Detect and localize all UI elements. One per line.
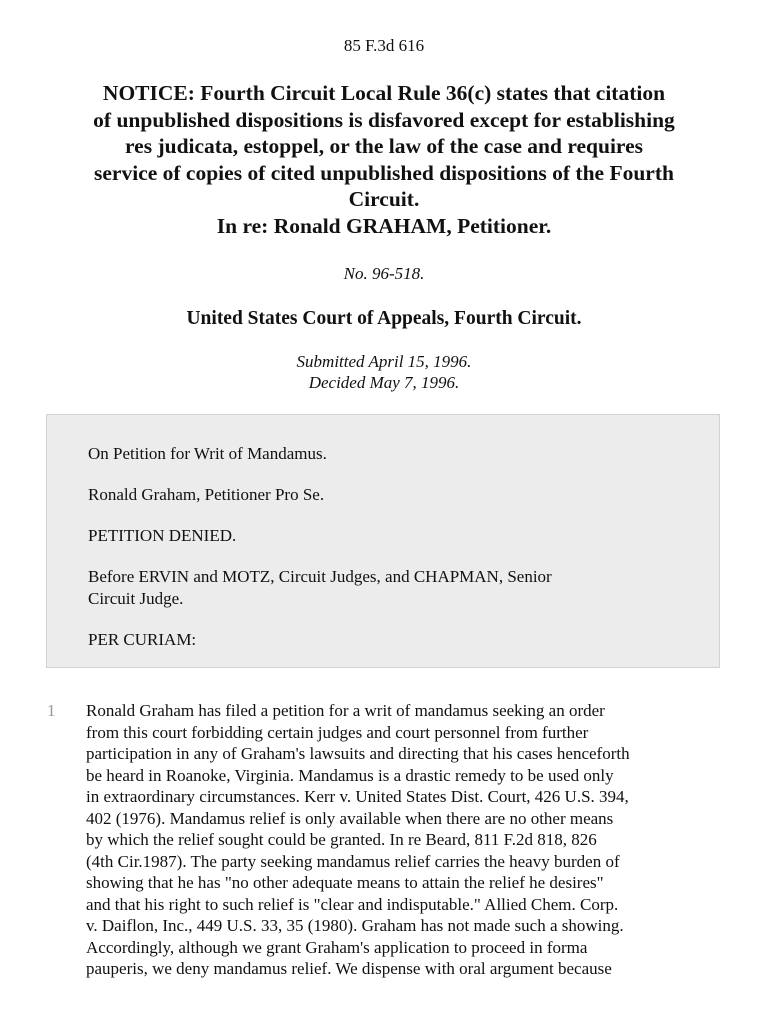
per-curiam-label: PER CURIAM: xyxy=(88,630,197,649)
paragraph-number: 1 xyxy=(47,701,56,720)
case-title: In re: Ronald GRAHAM, Petitioner. xyxy=(216,213,552,238)
notice-line: Circuit. xyxy=(348,187,420,211)
text-line: Accordingly, although we grant Graham's application to proceed in forma xyxy=(86,937,588,957)
text-line: showing that he has "no other adequate means to attain the relief he desires" xyxy=(86,873,604,892)
case-summary-box xyxy=(46,414,720,668)
text-line: from this court forbidding certain judges and court personnel from further xyxy=(86,722,589,742)
text-line: pauperis, we deny mandamus relief. We dispense with oral argument because xyxy=(86,959,612,978)
panel-judges-line: Before ERVIN and MOTZ, Circuit Judges, and CHAPMAN, Senior xyxy=(88,567,552,586)
court-name: United States Court of Appeals, Fourth Circuit. xyxy=(186,308,582,329)
notice-line: service of copies of cited unpublished dispositions of the Fourth xyxy=(94,160,674,185)
text-line: participation in any of Graham's lawsuits and directing that his cases henceforth xyxy=(86,744,630,763)
notice-heading xyxy=(40,80,728,239)
petition-type: On Petition for Writ of Mandamus. xyxy=(88,444,327,463)
text-line: by which the relief sought could be granted. In re Beard, 811 F.2d 818, 826 xyxy=(86,830,597,849)
notice-line: res judicata, estoppel, or the law of the case and requires xyxy=(125,134,643,158)
disposition: PETITION DENIED. xyxy=(88,526,237,545)
text-line: (4th Cir.1987). The party seeking mandamus relief carries the heavy burden of xyxy=(86,851,620,871)
notice-line: of unpublished dispositions is disfavored except for establishing xyxy=(93,107,675,132)
text-line: Ronald Graham has filed a petition for a writ of mandamus seeking an order xyxy=(86,701,605,720)
case-dates xyxy=(0,351,768,393)
text-line: v. Daiflon, Inc., 449 U.S. 33, 35 (1980). Graham has not made such a showing. xyxy=(86,916,624,935)
reporter-citation: 85 F.3d 616 xyxy=(343,36,425,55)
text-line: in extraordinary circumstances. Kerr v. United States Dist. Court, 426 U.S. 394, xyxy=(86,787,629,806)
notice-line: NOTICE: Fourth Circuit Local Rule 36(c) states that citation xyxy=(102,81,666,105)
counsel-line: Ronald Graham, Petitioner Pro Se. xyxy=(88,485,325,504)
paragraph-text xyxy=(86,700,736,980)
panel-judges-line: Circuit Judge. xyxy=(88,589,184,608)
submitted-date: Submitted April 15, 1996. xyxy=(296,352,472,371)
panel-judges xyxy=(88,566,688,610)
decided-date: Decided May 7, 1996. xyxy=(308,373,460,392)
docket-number: No. 96-518. xyxy=(343,264,425,283)
text-line: be heard in Roanoke, Virginia. Mandamus is a drastic remedy to be used only xyxy=(86,765,614,785)
text-line: 402 (1976). Mandamus relief is only available when there are no other means xyxy=(86,808,614,828)
text-line: and that his right to such relief is "clear and indisputable." Allied Chem. Corp. xyxy=(86,894,619,914)
